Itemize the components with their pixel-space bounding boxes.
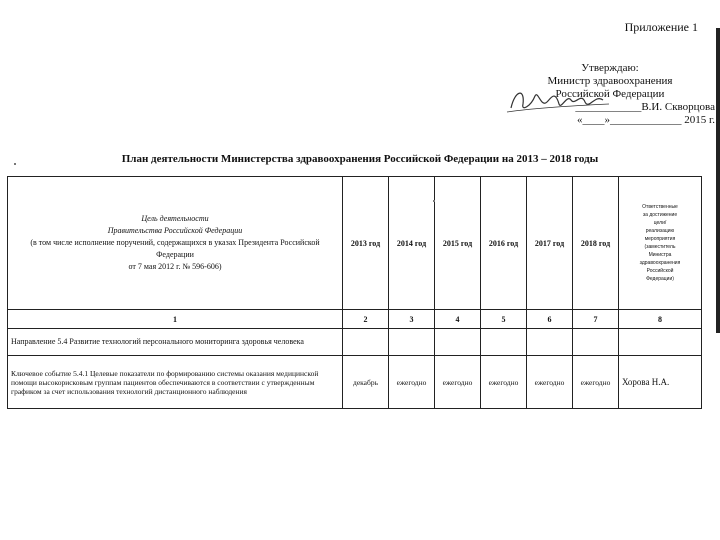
column-number: 5	[481, 310, 527, 329]
signature-image	[505, 82, 615, 118]
approver-name: ____________В.И. Скворцова	[575, 101, 715, 113]
event-row	[8, 356, 702, 409]
header-row	[8, 177, 702, 310]
column-number: 8	[619, 310, 702, 329]
event-value: ежегодно	[573, 356, 619, 409]
column-number: 2	[343, 310, 389, 329]
page-title: План деятельности Министерства здравоохранения Российской Федерации на 2013 – 2018 годы	[121, 153, 599, 165]
scan-speck	[14, 163, 16, 165]
direction-row	[8, 329, 702, 356]
column-number-row	[8, 310, 702, 329]
year-header: 2016 год	[481, 177, 527, 310]
year-header: 2015 год	[435, 177, 481, 310]
scan-edge	[716, 28, 720, 333]
column-number: 6	[527, 310, 573, 329]
event-value: декабрь	[343, 356, 389, 409]
approve-word: Утверждаю:	[581, 62, 639, 74]
appendix-label: Приложение 1	[624, 20, 698, 34]
year-header: 2018 год	[573, 177, 619, 310]
approver-org: Российской Федерации	[555, 88, 665, 100]
column-number: 4	[435, 310, 481, 329]
direction-text: Направление 5.4 Развитие технологий персонального мониторинга здоровья человека	[8, 329, 343, 356]
event-value: ежегодно	[527, 356, 573, 409]
column-number: 7	[573, 310, 619, 329]
year-header: 2017 год	[527, 177, 573, 310]
event-responsible: Хорова Н.А.	[619, 356, 702, 409]
column-number: 3	[389, 310, 435, 329]
event-value: ежегодно	[435, 356, 481, 409]
year-header: 2013 год	[343, 177, 389, 310]
approval-date: «____»_____________ 2015 г.	[576, 114, 715, 126]
event-text: Ключевое событие 5.4.1 Целевые показатели по формированию системы оказания медицинской помощи высокорисковым группам пациентов обеспечиваются в соответствии с утвержденным графиком за счет использования технологий дистанционного наблюдения	[8, 356, 343, 409]
responsible-header: Ответственные за достижение цели/ реализацию мероприятия (заместитель Министра здравоохранения Российской Федерации)	[619, 177, 702, 310]
scan-speck	[433, 200, 435, 202]
column-number: 1	[8, 310, 343, 329]
event-value: ежегодно	[481, 356, 527, 409]
approver-position: Министр здравоохранения	[547, 75, 673, 87]
year-header: 2014 год	[389, 177, 435, 310]
event-value: ежегодно	[389, 356, 435, 409]
goal-header: Цель деятельности Правительства Российской Федерации (в том числе исполнение поручений, содержащихся в указах Президента Российской Федерации от 7 мая 2012 г. № 596-606)	[8, 177, 343, 310]
plan-table	[7, 176, 702, 409]
